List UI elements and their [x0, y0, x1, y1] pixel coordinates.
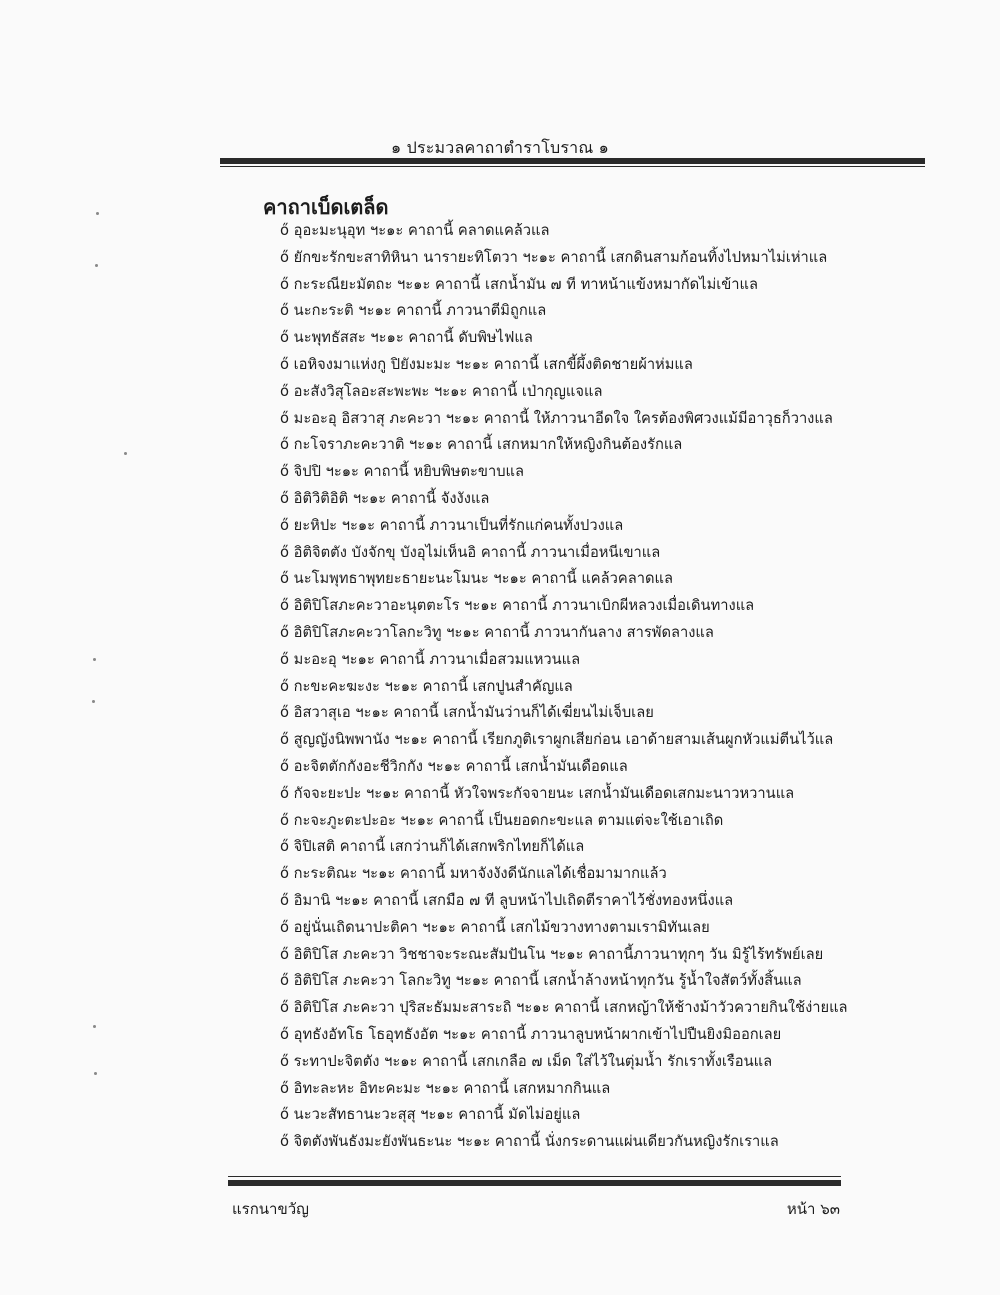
verse-line: ő กะขะคะฆะงะ ฯะ๑ะ คาถานี้ เสกปูนสำคัญแล	[280, 677, 573, 695]
verse-line: ő อิติปิโส ภะคะวา โลกะวิทู ฯะ๑ะ คาถานี้ เสกน้ำล้างหน้าทุกวัน รู้น้ำใจสัตว์ทั้งสิ้นแล	[280, 972, 802, 990]
verse-line: ő ยะหิปะ ฯะ๑ะ คาถานี้ ภาวนาเป็นที่รักแก่คนทั้งปวงแล	[280, 516, 624, 534]
verse-line: ő อิติปิโสภะคะวาโลกะวิทู ฯะ๑ะ คาถานี้ ภาวนากันลาง สารพัดลางแล	[280, 623, 714, 641]
verse-line: ő กะจะภูะตะปะอะ ฯะ๑ะ คาถานี้ เป็นยอดกะขะแล ตามแต่จะใช้เอาเถิด	[280, 811, 724, 829]
verse-list	[280, 218, 920, 1156]
verse-line: ő อุอะมะนุอุท ฯะ๑ะ คาถานี้ คลาดแคล้วแล	[280, 222, 550, 239]
verse-line: ő อุทธังอัทโธ โธอุทธังอัต ฯะ๑ะ คาถานี้ ภาวนาลูบหน้าผากเข้าไปปืนยิงมิออกเลย	[280, 1025, 782, 1043]
verse-line: ő มะอะอุ อิสวาสุ ภะคะวา ฯะ๑ะ คาถานี้ ให้ภาวนาอีดใจ ใครต้องพิศวงแม้มีอาวุธก็วางแล	[280, 409, 833, 427]
verse-line: ő กะระณียะมัตถะ ฯะ๑ะ คาถานี้ เสกน้ำมัน ๗ ที ทาหน้าแข้งหมากัดไม่เข้าแล	[280, 275, 759, 293]
verse-line: ő อิติปิโส ภะคะวา ปุริสะธัมมะสาระถิ ฯะ๑ะ คาถานี้ เสกหญ้าให้ช้างม้าวัวควายกินใช้ง่ายแล	[280, 999, 848, 1017]
header-rule-thick	[220, 158, 925, 164]
verse-line: ő กัจจะยะปะ ฯะ๑ะ คาถานี้ หัวใจพระกัจจายนะ เสกน้ำมันเดือดเสกมะนาวหวานแล	[280, 784, 795, 802]
page-header-title: ๑ ประมวลคาถาตำราโบราณ ๑	[390, 138, 610, 157]
scan-speck	[93, 658, 96, 661]
verse-line: ő จิตตังพันธังมะยังพันธะนะ ฯะ๑ะ คาถานี้ นั่งกระดานแผ่นเดียวกันหญิงรักเราแล	[280, 1133, 779, 1151]
verse-line: ő นะพุทธัสสะ ฯะ๑ะ คาถานี้ ดับพิษไฟแล	[280, 329, 533, 347]
verse-line: ő กะโจราภะคะวาติ ฯะ๑ะ คาถานี้ เสกหมากให้หญิงกินต้องรักแล	[280, 436, 683, 454]
verse-line: ő เอหิจงมาแห่งกู ปิยังมะมะ ฯะ๑ะ คาถานี้ เสกขี้ผึ้งติดชายผ้าห่มแล	[280, 355, 693, 373]
footer-page-number: หน้า ๖๓	[786, 1200, 840, 1218]
verse-line: ő นะโมพุทธาพุทยะธายะนะโมนะ ฯะ๑ะ คาถานี้ แคล้วคลาดแล	[280, 570, 673, 588]
scan-speck	[92, 700, 95, 703]
verse-line: ő อะสังวิสุโลอะสะพะพะ ฯะ๑ะ คาถานี้ เป่ากุญแจแล	[280, 382, 603, 400]
scan-speck	[95, 264, 98, 267]
scan-speck	[93, 1025, 96, 1028]
verse-line: ő สูญญังนิพพานัง ฯะ๑ะ คาถานี้ เรียกภูติเราผูกเสียก่อน เอาด้ายสามเส้นผูกหัวแม่ตีนไว้แล	[280, 731, 834, 749]
verse-line: ő อิมานิ ฯะ๑ะ คาถานี้ เสกมือ ๗ ที ลูบหน้าไปเถิดตีราคาไว้ชั่งทองหนึ่งแล	[280, 891, 734, 909]
verse-line: ő อิทะละหะ อิทะคะมะ ฯะ๑ะ คาถานี้ เสกหมากกินแล	[280, 1079, 611, 1097]
scan-speck	[124, 452, 127, 455]
verse-line: ő กะระติณะ ฯะ๑ะ คาถานี้ มหาจังงังดีนักแลได้เชื่อมามากแล้ว	[280, 865, 667, 883]
verse-line: ő อิติปิโสภะคะวาอะนุตตะโร ฯะ๑ะ คาถานี้ ภาวนาเบิกผีหลวงเมื่อเดินทางแล	[280, 597, 755, 615]
scan-speck	[96, 212, 99, 215]
verse-line: ő มะอะอุ ฯะ๑ะ คาถานี้ ภาวนาเมื่อสวมแหวนแล	[280, 650, 581, 668]
verse-line: ő อิติปิโส ภะคะวา วิชชาจะระณะสัมปันโน ฯะ๑ะ คาถานี้ภาวนาทุกๆ วัน มิรู้ไร้ทรัพย์เลย	[280, 945, 824, 963]
scan-speck	[94, 1072, 97, 1075]
verse-line: ő ยักขะรักขะสาทิหินา นารายะทิโตวา ฯะ๑ะ คาถานี้ เสกดินสามก้อนทิ้งไปหมาไม่เห่าแล	[280, 248, 828, 266]
verse-line: ő นะกะระติ ฯะ๑ะ คาถานี้ ภาวนาตีมิถูกแล	[280, 302, 547, 320]
verse-line: ő อิติวิติอิติ ฯะ๑ะ คาถานี้ จังงังแล	[280, 489, 490, 507]
verse-line: ő อยู่นั่นเถิดนาปะติคา ฯะ๑ะ คาถานี้ เสกไม้ขวางทางตามเรามิทันเลย	[280, 918, 710, 936]
verse-line: ő นะวะสัทธานะวะสุสุ ฯะ๑ะ คาถานี้ มัดไม่อยู่แล	[280, 1106, 581, 1124]
verse-line: ő ระทาปะจิตตัง ฯะ๑ะ คาถานี้ เสกเกลือ ๗ เม็ด ใส่ไว้ในตุ่มน้ำ รักเราทั้งเรือนแล	[280, 1052, 773, 1070]
verse-line: ő จิปปิ ฯะ๑ะ คาถานี้ หยิบพิษตะขาบแล	[280, 463, 524, 481]
footer-rule-thin	[228, 1176, 841, 1177]
header-rule-thin	[220, 166, 925, 167]
verse-line: ő อะจิตตักกังอะชีวิกกัง ฯะ๑ะ คาถานี้ เสกน้ำมันเดือดแล	[280, 757, 628, 775]
footer-book-title: แรกนาขวัญ	[232, 1200, 309, 1218]
verse-line: ő จิปิเสติ คาถานี้ เสกว่านก็ได้เสกพริกไทยก็ได้แล	[280, 838, 585, 856]
section-title: คาถาเบ็ดเตล็ด	[263, 195, 389, 219]
verse-line: ő อิติจิตตัง บังจักขุ บังอุไม่เห็นอิ คาถานี้ ภาวนาเมื่อหนีเขาแล	[280, 543, 661, 561]
footer-rule-thick	[228, 1180, 841, 1186]
verse-line: ő อิสวาสุเอ ฯะ๑ะ คาถานี้ เสกน้ำมันว่านก็ได้เฆี่ยนไม่เจ็บเลย	[280, 704, 654, 722]
